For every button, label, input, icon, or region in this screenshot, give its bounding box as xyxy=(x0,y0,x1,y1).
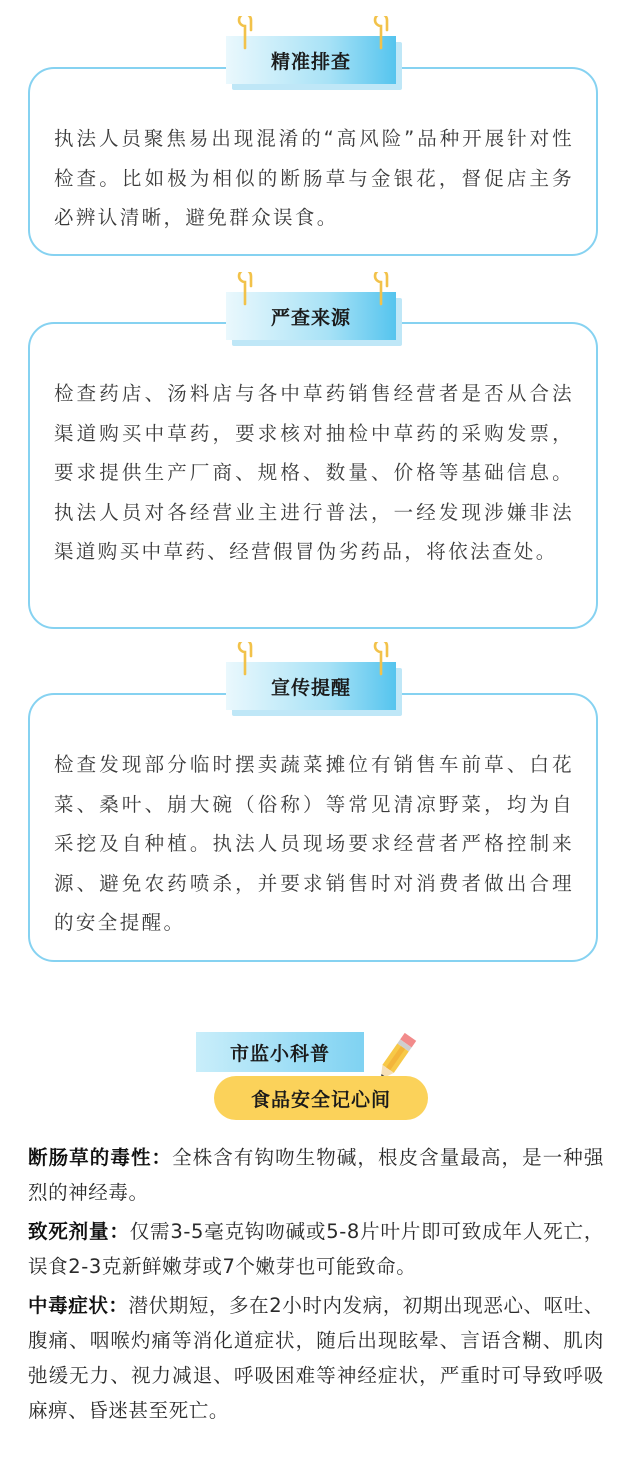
content-card xyxy=(28,693,598,962)
card-text: 执法人员聚焦易出现混淆的“高风险”品种开展针对性检查。比如极为相似的断肠草与金银花，督促店主务必辨认清晰，避免群众误食。 xyxy=(54,127,574,229)
content-card xyxy=(28,322,598,629)
binder-ring-icon xyxy=(372,16,390,50)
section-title-tab: 宣传提醒 xyxy=(226,662,396,710)
info-text: 潜伏期短，多在2小时内发病，初期出现恶心、呕吐、腹痛、咽喉灼痛等消化道症状，随后出现眩晕、言语含糊、肌肉弛缓无力、视力减退、呼吸困难等神经症状，严重时可导致呼吸麻痹、昏迷甚至死亡。 xyxy=(28,1294,604,1422)
info-symptoms xyxy=(28,1288,604,1428)
info-text: 全株含有钩吻生物碱，根皮含量最高，是一种强烈的神经毒。 xyxy=(28,1146,604,1204)
info-term: 致死剂量： xyxy=(28,1220,130,1243)
card-text: 检查药店、汤料店与各中草药销售经营者是否从合法渠道购买中草药，要求核对抽检中草药的采购发票，要求提供生产厂商、规格、数量、价格等基础信息。执法人员对各经营业主进行普法，一经发现涉嫌非法渠道购买中草药、经营假冒伪劣药品，将依法查处。 xyxy=(54,382,574,563)
info-toxicity xyxy=(28,1140,604,1210)
binder-ring-icon xyxy=(236,272,254,306)
info-text: 仅需3-5毫克钩吻碱或5-8片叶片即可致成年人死亡，误食2-3克新鲜嫩芽或7个嫩芽也可能致命。 xyxy=(28,1220,604,1278)
info-term: 中毒症状： xyxy=(28,1294,129,1317)
section-title-tab: 严查来源 xyxy=(226,292,396,340)
info-lethal-dose xyxy=(28,1214,604,1284)
food-safety-pill: 食品安全记心间 xyxy=(214,1076,428,1120)
section-title-tab: 精准排查 xyxy=(226,36,396,84)
info-term: 断肠草的毒性： xyxy=(28,1146,173,1169)
science-label: 市监小科普 xyxy=(196,1032,364,1072)
card-text: 检查发现部分临时摆卖蔬菜摊位有销售车前草、白花菜、桑叶、崩大碗（俗称）等常见清凉野菜，均为自采挖及自种植。执法人员现场要求经营者严格控制来源、避免农药喷杀，并要求销售时对消费者做出合理的安全提醒。 xyxy=(54,753,574,934)
content-card xyxy=(28,67,598,256)
binder-ring-icon xyxy=(372,642,390,676)
binder-ring-icon xyxy=(236,16,254,50)
binder-ring-icon xyxy=(372,272,390,306)
binder-ring-icon xyxy=(236,642,254,676)
